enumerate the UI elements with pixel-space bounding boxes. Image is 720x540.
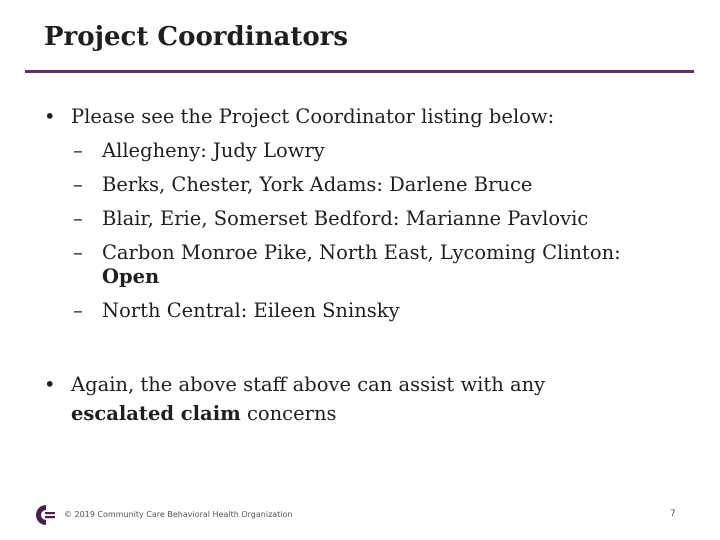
page-number: 7 xyxy=(670,509,676,519)
footer-copyright: © 2019 Community Care Behavioral Health Organization xyxy=(64,510,293,519)
dash-marker: – xyxy=(73,173,83,196)
dash-marker: – xyxy=(73,241,83,264)
dash-marker: – xyxy=(73,299,83,322)
bullet-marker: • xyxy=(44,105,56,128)
list-item xyxy=(44,294,694,328)
list-item-text: Allegheny: Judy Lowry xyxy=(102,139,325,162)
slide-title: Project Coordinators xyxy=(44,22,349,52)
list-item-text: Blair, Erie, Somerset Bedford: Marianne Pavlovic xyxy=(102,207,589,230)
dash-marker: – xyxy=(73,139,83,162)
community-care-logo-icon xyxy=(30,504,56,526)
list-item xyxy=(44,202,694,236)
list-item xyxy=(44,236,694,290)
bullet-text-prefix: Again, the above staff above can assist with any xyxy=(71,373,546,396)
list-item-status-open: Open xyxy=(102,265,160,288)
bullet-text: Please see the Project Coordinator listing below: xyxy=(71,105,555,128)
bullet-text-bold: escalated claim xyxy=(71,402,241,425)
list-item-text: Carbon Monroe Pike, North East, Lycoming Clinton: xyxy=(102,241,621,264)
bullet-text-suffix: concerns xyxy=(246,402,337,425)
title-divider xyxy=(25,70,694,73)
slide-footer xyxy=(0,500,720,530)
list-item xyxy=(44,168,694,202)
bullet-marker: • xyxy=(44,373,56,396)
bullet-coordinator-listing xyxy=(44,100,694,134)
bullet-escalation-note xyxy=(44,370,691,428)
list-item-text: North Central: Eileen Sninsky xyxy=(102,299,400,322)
slide-body xyxy=(44,100,694,328)
list-item xyxy=(44,134,694,168)
list-item-text: Berks, Chester, York Adams: Darlene Bruce xyxy=(102,173,533,196)
dash-marker: – xyxy=(73,207,83,230)
